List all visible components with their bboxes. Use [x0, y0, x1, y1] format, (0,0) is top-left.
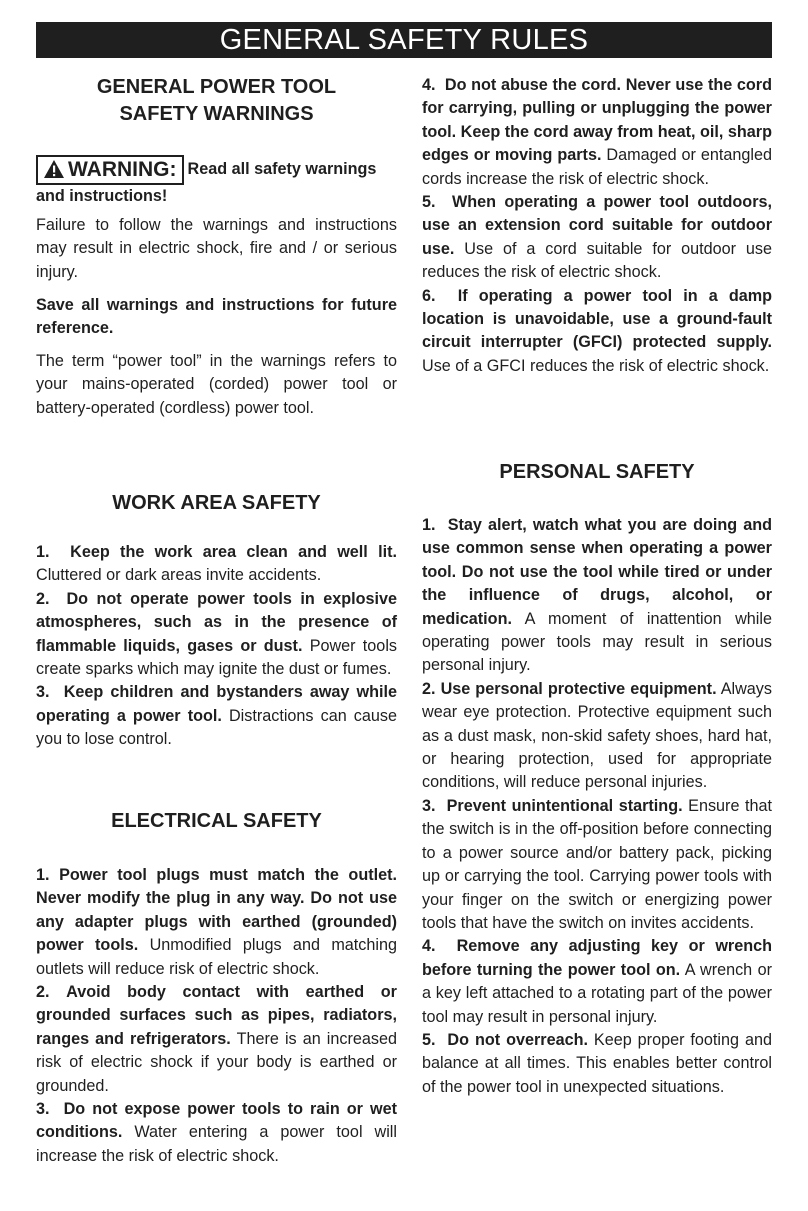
work-area-heading: WORK AREA SAFETY	[112, 492, 321, 514]
list-item	[422, 285, 772, 379]
list-item	[422, 795, 772, 935]
item-number: 3.	[36, 683, 50, 702]
item-bold: Prevent unintentional starting.	[446, 796, 683, 815]
heading-line: SAFETY WARNINGS	[119, 103, 314, 125]
item-text: Water entering a power tool will increase the risk of electric shock.	[36, 1123, 398, 1165]
electrical-list	[36, 864, 397, 1168]
item-number: 5.	[422, 1030, 436, 1049]
warning-badge	[36, 155, 184, 185]
item-number: 3.	[36, 1100, 50, 1119]
item-number: 4.	[422, 937, 436, 956]
item-number: 1.	[36, 543, 50, 561]
general-power-tool-heading	[36, 74, 397, 128]
item-number: 6.	[422, 286, 436, 305]
item-number: 3.	[422, 796, 436, 815]
list-item	[422, 1029, 772, 1099]
list-item	[36, 541, 397, 588]
item-bold: Do not expose power tools to rain or wet conditions.	[36, 1100, 397, 1142]
warning-text: Read all safety warnings and instructions!	[36, 160, 377, 205]
item-bold: Power tool plugs must match the outlet. Never modify the plug in any way. Do not use any adapter plugs with earthed (grounded) power tools.	[36, 866, 397, 955]
list-item	[36, 1098, 397, 1168]
item-number: 2.	[36, 589, 50, 608]
item-bold: Do not overreach.	[447, 1030, 588, 1049]
work-area-list	[36, 541, 397, 752]
item-text: Unmodified plugs and matching outlets will reduce risk of electric shock.	[36, 936, 398, 978]
item-text: Ensure that the switch is in the off-position before connecting to a power source and/or battery pack, picking up or carrying the tool. Carrying power tools with your finger on the switch or energizing power tools that have the switch on invites accidents.	[422, 796, 773, 932]
item-bold: If operating a power tool in a damp location is unavoidable, use a ground-fault circuit interrupter (GFCI) protected supply.	[422, 286, 772, 352]
list-item	[422, 514, 772, 678]
item-text: Always wear eye protection. Protective equipment such as a dust mask, non-skid safety shoes, hard hat, or hearing protection, used for appropriate conditions, will reduce personal injuries.	[422, 679, 772, 792]
item-text: Power tools create sparks which may ignite the dust or fumes.	[36, 636, 398, 679]
item-text: Use of a GFCI reduces the risk of electric shock.	[422, 356, 770, 375]
item-text: Keep proper footing and balance at all times. This enables better control of the power tool in unexpected situations.	[422, 1030, 772, 1096]
save-paragraph	[36, 294, 397, 341]
item-bold: Keep the work area clean and well lit.	[70, 543, 397, 561]
personal-safety-list	[422, 514, 772, 1099]
warning-triangle-icon	[43, 159, 65, 179]
heading-line: GENERAL POWER TOOL	[96, 76, 337, 98]
list-item	[422, 678, 772, 795]
list-item	[36, 864, 397, 981]
item-bold: Stay alert, watch what you are doing and use common sense when operating a power tool. Do not use the tool while tired or under the influence of drugs, alcohol, or medication.	[422, 516, 772, 628]
item-text: Use of a cord suitable for outdoor use reduces the risk of electric shock.	[422, 239, 772, 282]
failure-paragraph: Failure to follow the warnings and instructions may result in electric shock, fire and / or serious injury.	[36, 216, 397, 281]
item-number: 1.	[36, 866, 50, 884]
list-item	[422, 935, 772, 1029]
item-bold: Keep children and bystanders away while operating a power tool.	[36, 683, 397, 725]
item-bold: Do not abuse the cord. Never use the cord for carrying, pulling or unplugging the power tool. Keep the cord away from heat, oil, sharp edges or moving parts.	[422, 76, 772, 165]
item-text: A moment of inattention while operating power tools may result in serious personal injury.	[422, 609, 772, 675]
item-number: 4.	[422, 76, 436, 94]
item-bold: Remove any adjusting key or wrench before turning the power tool on.	[422, 937, 773, 979]
warning-label: WARNING:	[68, 158, 177, 181]
item-text: Distractions can cause you to lose control.	[36, 706, 397, 749]
item-number: 5.	[422, 193, 436, 212]
list-item	[422, 191, 772, 285]
item-bold: Avoid body contact with earthed or grounded surfaces such as pipes, radiators, ranges and refrigerators.	[36, 983, 397, 1048]
electrical-safety-heading: ELECTRICAL SAFETY	[111, 810, 322, 832]
item-bold: Do not operate power tools in explosive atmospheres, such as in the presence of flammable liquids, gases or dust.	[36, 589, 397, 655]
page-banner: GENERAL SAFETY RULES	[36, 22, 772, 58]
term-paragraph: The term “power tool” in the warnings refers to your mains-operated (corded) power tool or battery-operated (cordless) power tool.	[36, 352, 397, 417]
item-text: Cluttered or dark areas invite accidents.	[36, 566, 322, 585]
item-bold: Use personal protective equipment.	[440, 679, 717, 698]
warning-block	[36, 155, 397, 208]
electrical-list-continued	[422, 74, 772, 378]
list-item	[36, 981, 397, 1098]
item-text: There is an increased risk of electric shock if your body is earthed or grounded.	[36, 1029, 397, 1095]
item-bold: When operating a power tool outdoors, use an extension cord suitable for outdoor use.	[422, 193, 772, 258]
item-text: A wrench or a key left attached to a rotating part of the power tool may result in personal injury.	[422, 960, 772, 1026]
list-item	[422, 74, 772, 191]
list-item	[36, 681, 397, 751]
item-number: 2.	[422, 679, 436, 698]
save-text: Save all warnings and instructions for future reference.	[36, 296, 397, 338]
item-text: Damaged or entangled cords increase the risk of electric shock.	[422, 146, 772, 188]
item-number: 1.	[422, 516, 436, 534]
personal-safety-heading: PERSONAL SAFETY	[499, 461, 695, 483]
list-item	[36, 588, 397, 682]
item-number: 2.	[36, 983, 50, 1002]
